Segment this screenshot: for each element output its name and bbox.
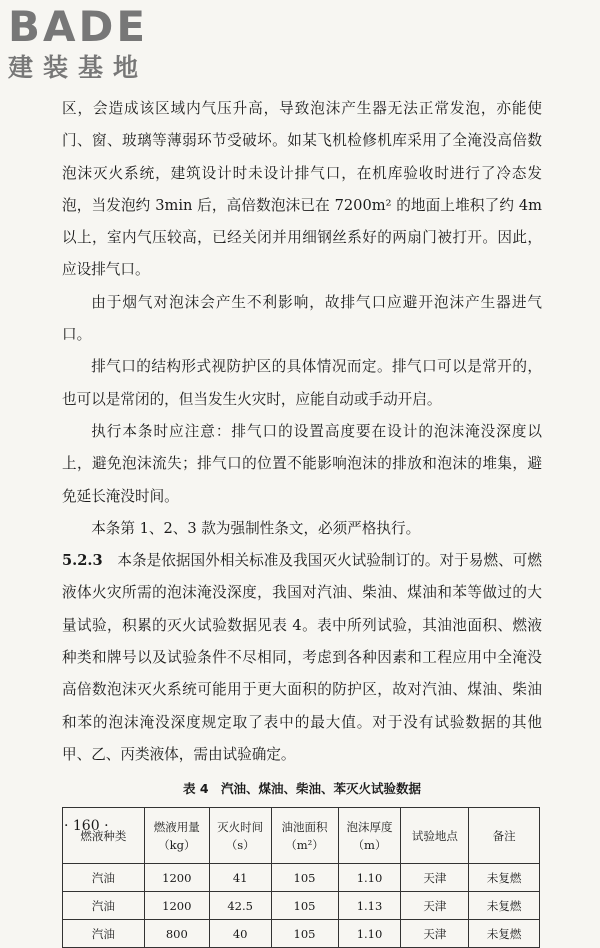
header-line: 灭火时间 — [217, 819, 264, 834]
table-cell: 41 — [209, 864, 271, 892]
table-cell: 未复燃 — [469, 920, 540, 948]
table-cell: 汽油 — [63, 920, 145, 948]
table-cell: 天津 — [401, 892, 469, 920]
table-header-cell — [144, 808, 209, 864]
table-header-row — [63, 808, 540, 864]
header-line: （m²） — [285, 837, 324, 852]
table-caption: 表 4 汽油、煤油、柴油、苯灭火试验数据 — [182, 781, 422, 797]
section-number: 5.2.3 — [62, 552, 103, 570]
paragraph-smoke-effect: 由于烟气对泡沫会产生不利影响，故排气口应避开泡沫产生器进气口。 — [62, 293, 542, 344]
table-cell: 40 — [209, 920, 271, 948]
fire-test-table — [62, 807, 540, 948]
section-text: 本条是依据国外相关标准及我国灭火试验制订的。对于易燃、可燃液体火灾所需的泡沫淹没深度，我国对汽油、柴油、煤油和苯等做过的大量试验，积累的灭火试验数据见表 4。表中所列试验，其油池面积、燃液种类和牌号以及试验条件不尽相同，考虑到各种因素和工程应用中全淹没高倍数泡沫灭火系统可能用于更大面积的防护区，故对汽油、煤油、柴油和苯的泡沫淹没深度规定取了表中的最大值。对于没有试验数据的其他甲、乙、丙类液体，需由试验确定。 — [62, 552, 542, 763]
table-cell: 汽油 — [63, 892, 145, 920]
table-cell: 42.5 — [209, 892, 271, 920]
page-number: · 160 · — [64, 818, 109, 834]
page-content — [62, 93, 542, 948]
table-cell: 1200 — [144, 864, 209, 892]
table-cell: 汽油 — [63, 864, 145, 892]
header-line: （m） — [352, 837, 387, 852]
table-cell: 1200 — [144, 892, 209, 920]
table-row — [63, 864, 540, 892]
table-cell: 800 — [144, 920, 209, 948]
table-cell: 105 — [271, 864, 338, 892]
table-header-cell — [338, 808, 401, 864]
table-cell: 天津 — [401, 920, 469, 948]
paragraph-exhaust-pressure: 区，会造成该区域内气压升高，导致泡沫产生器无法正常发泡，亦能使门、窗、玻璃等薄弱环节受破坏。如某飞机检修机库采用了全淹没高倍数泡沫灭火系统，建筑设计时未设计排气口，在机库验收时进行了冷态发泡，当发泡约 3min 后，高倍数泡沫已在 7200m² 的地面上堆积了约 4m 以上，室内气压较高，已经关闭并用细钢丝系好的两扇门被打开。因此，应设排气口。 — [62, 100, 542, 279]
table-cell: 未复燃 — [469, 864, 540, 892]
header-line: （kg） — [158, 837, 196, 852]
table-cell: 1.10 — [338, 920, 401, 948]
table-cell: 105 — [271, 920, 338, 948]
table-header-cell — [209, 808, 271, 864]
header-line: 泡沫厚度 — [346, 819, 393, 834]
table-row — [63, 920, 540, 948]
header-line: 油池面积 — [281, 819, 328, 834]
header-line: 备注 — [492, 828, 516, 843]
logo — [8, 4, 178, 88]
paragraph-execution-notes: 执行本条时应注意：排气口的设置高度要在设计的泡沫淹没深度以上，避免泡沫流失；排气口的位置不能影响泡沫的排放和泡沫的堆集，避免延长淹没时间。 — [62, 422, 542, 505]
table-header-cell — [271, 808, 338, 864]
table-header-cell — [401, 808, 469, 864]
table-header-cell — [469, 808, 540, 864]
section-5-2-3 — [62, 545, 542, 771]
logo-text-top: BADE — [8, 2, 149, 51]
table-cell: 105 — [271, 892, 338, 920]
paragraph-mandatory-clause: 本条第 1、2、3 款为强制性条文，必须严格执行。 — [91, 519, 421, 537]
header-line: 试验地点 — [411, 828, 458, 843]
header-line: 燃液用量 — [153, 819, 200, 834]
table-cell: 天津 — [401, 864, 469, 892]
table-header-cell — [63, 808, 145, 864]
table-body — [63, 864, 540, 948]
table-cell: 1.13 — [338, 892, 401, 920]
table-cell: 1.10 — [338, 864, 401, 892]
header-line: 燃液种类 — [80, 828, 127, 843]
paragraph-exhaust-structure: 排气口的结构形式视防护区的具体情况而定。排气口可以是常开的，也可以是常闭的，但当发生火灾时，应能自动或手动开启。 — [62, 358, 542, 408]
logo-text-bottom: 建装基地 — [8, 53, 149, 82]
table-row — [63, 892, 540, 920]
table-cell: 未复燃 — [469, 892, 540, 920]
header-line: （s） — [225, 837, 255, 852]
